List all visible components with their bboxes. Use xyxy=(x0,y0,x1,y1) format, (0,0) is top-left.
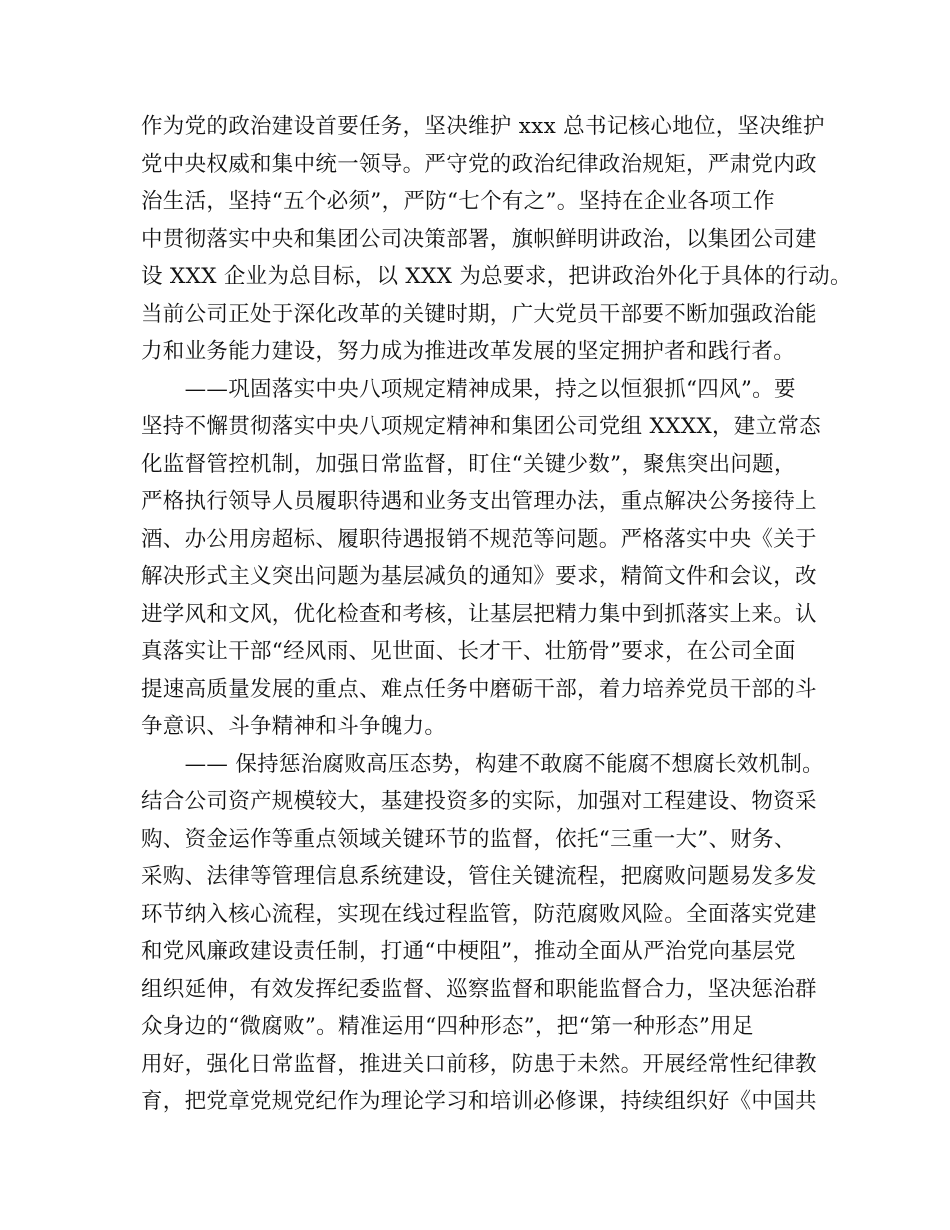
text-line: 治生活，坚持“五个必须”，严防“七个有之”。坚持在企业各项工作 xyxy=(141,189,775,214)
text-line: 结合公司资产规模较大，基建投资多的实际，加强对工程建设、物资采 xyxy=(141,789,817,814)
text-line: 真落实让干部“经风雨、见世面、长才干、壮筋骨”要求，在公司全面 xyxy=(141,639,796,664)
text-line: 当前公司正处于深化改革的关键时期，广大党员干部要不断加强政治能 xyxy=(141,301,817,327)
text-line: 购、资金运作等重点领域关键环节的监督，依托“三重一大”、财务、 xyxy=(141,826,796,852)
text-line: 争意识、斗争精神和斗争魄力。 xyxy=(141,714,447,739)
text-line: 和党风廉政建设责任制，打通“中梗阻”，推动全面从严治党向基层党 xyxy=(141,939,796,964)
text-line: 组织延伸，有效发挥纪委监督、巡察监督和职能监督合力，坚决惩治群 xyxy=(141,976,817,1002)
text-line: 育，把党章党规党纪作为理论学习和培训必修课，持续组织好《中国共 xyxy=(141,1089,817,1114)
text-line: 力和业务能力建设，努力成为推进改革发展的坚定拥护者和践行者。 xyxy=(141,339,796,364)
text-line: 进学风和文风，优化检查和考核，让基层把精力集中到抓落实上来。认 xyxy=(141,601,817,627)
text-line: 设 XXX 企业为总目标，以 XXX 为总要求，把讲政治外化于具体的行动。 xyxy=(141,264,852,289)
text-line: 酒、办公用房超标、履职待遇报销不规范等问题。严格落实中央《关于 xyxy=(141,526,817,552)
text-line: 党中央权威和集中统一领导。严守党的政治纪律政治规矩，严肃党内政 xyxy=(141,151,817,177)
paragraph-start-line: ——巩固落实中央八项规定精神成果，持之以恒狠抓“四风”。要 xyxy=(141,376,796,402)
text-line: 环节纳入核心流程，实现在线过程监管，防范腐败风险。全面落实党建 xyxy=(141,901,817,927)
text-line: 提速高质量发展的重点、难点任务中磨砺干部，着力培养党员干部的斗 xyxy=(141,676,817,702)
text-line: 作为党的政治建设首要任务，坚决维护 xxx 总书记核心地位，坚决维护 xyxy=(141,114,825,139)
paragraph-start-line: —— 保持惩治腐败高压态势，构建不敢腐不能腐不想腐长效机制。 xyxy=(141,751,824,777)
text-line: 解决形式主义突出问题为基层减负的通知》要求，精简文件和会议，改 xyxy=(141,564,817,589)
text-line: 用好，强化日常监督，推进关口前移，防患于未然。开展经常性纪律教 xyxy=(141,1051,817,1077)
text-line: 化监督管控机制，加强日常监督，盯住“关键少数”，聚焦突出问题， xyxy=(141,451,796,477)
text-line: 严格执行领导人员履职待遇和业务支出管理办法，重点解决公务接待上 xyxy=(141,489,817,514)
document-text-body xyxy=(141,108,852,1121)
text-line: 中贯彻落实中央和集团公司决策部署，旗帜鲜明讲政治，以集团公司建 xyxy=(141,226,817,252)
text-line: 坚持不懈贯彻落实中央八项规定精神和集团公司党组 XXXX，建立常态 xyxy=(141,414,821,439)
text-line: 采购、法律等管理信息系统建设，管住关键流程，把腐败问题易发多发 xyxy=(141,864,817,889)
text-line: 众身边的“微腐败”。精准运用“四种形态”，把“第一种形态”用足 xyxy=(141,1014,754,1039)
